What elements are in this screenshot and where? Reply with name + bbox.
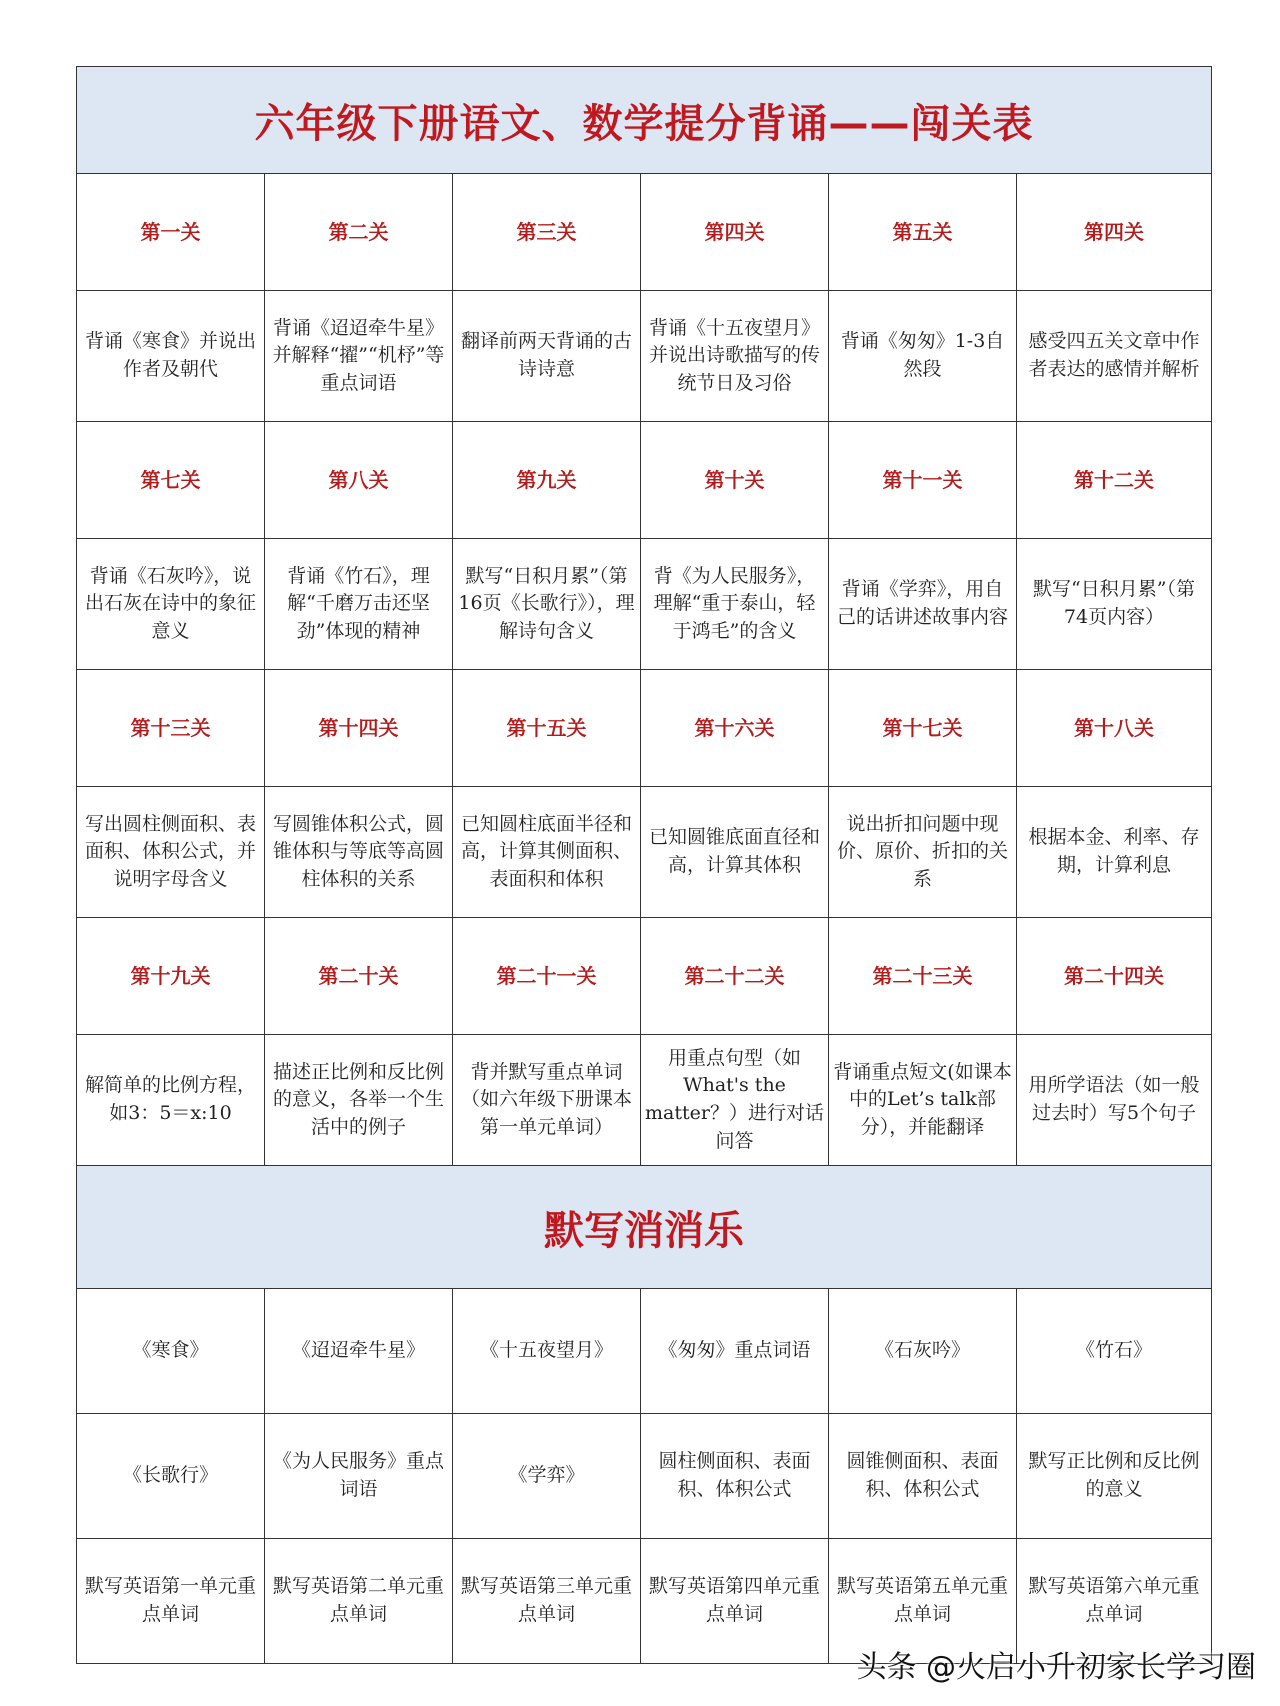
level-name: 第十二关: [1074, 467, 1154, 492]
dictation-row: [77, 1414, 1211, 1539]
level-name: 第二十二关: [684, 963, 785, 988]
watermark: 头条 @火启小升初家长学习圈: [856, 1650, 1256, 1685]
dictation-item: 《十五夜望月》: [453, 1289, 641, 1413]
level-name: 第七关: [140, 467, 201, 492]
page-title: 六年级下册语文、数学提分背诵——闯关表: [254, 100, 1034, 147]
level-name: 第二十四关: [1064, 963, 1164, 988]
level-task-row: [77, 539, 1211, 670]
level-name: 第五关: [892, 219, 953, 244]
level-task: 根据本金、利率、存期，计算利息: [1028, 826, 1200, 876]
level-name-row: [77, 670, 1211, 787]
level-name: 第十八关: [1074, 715, 1154, 740]
level-task: 背诵《匆匆》1-3自然段: [829, 291, 1017, 421]
level-name-cell: [453, 174, 641, 290]
level-task-row: [77, 291, 1211, 422]
level-name-cell: [1017, 422, 1211, 538]
level-task: 解简单的比例方程，如3：5＝x:10: [77, 1035, 265, 1165]
level-task: 背诵《迢迢牵牛星》并解释“擢”“机杼”等重点词语: [265, 291, 453, 421]
level-task: 默写“日积月累”（第74页内容）: [1033, 578, 1195, 628]
level-name-cell: [829, 174, 1017, 290]
dictation-item: 默写英语第一单元重点单词: [77, 1539, 265, 1663]
level-name: 第一关: [140, 219, 201, 244]
level-name-row: [77, 422, 1211, 539]
level-name-cell: [641, 918, 829, 1034]
dictation-item: 圆柱侧面积、表面积、体积公式: [641, 1414, 829, 1538]
level-name: 第九关: [516, 467, 577, 492]
level-task: 默写“日积月累”（第16页《长歌行》），理解诗句含义: [453, 539, 641, 669]
level-task: 背诵重点短文(如课本中的Let’s talk部分），并能翻译: [829, 1035, 1017, 1165]
level-name: 第二十关: [318, 963, 399, 988]
level-name-cell: [829, 918, 1017, 1034]
level-task-row: [77, 787, 1211, 918]
level-task: 已知圆锥底面直径和高，计算其体积: [641, 787, 829, 917]
dictation-item: 《匆匆》重点词语: [641, 1289, 829, 1413]
level-name: 第二十一关: [496, 963, 597, 988]
level-name-cell: [829, 422, 1017, 538]
dictation-item: 《长歌行》: [77, 1414, 265, 1538]
level-name: 第三关: [516, 219, 577, 244]
title-band: [77, 67, 1211, 174]
level-name: 第八关: [328, 467, 389, 492]
level-task: 已知圆柱底面半径和高，计算其侧面积、表面积和体积: [453, 787, 641, 917]
level-name-cell: [265, 422, 453, 538]
level-task: 背诵《学弈》，用自己的话讲述故事内容: [829, 539, 1017, 669]
level-name-cell: [77, 670, 265, 786]
dictation-row: [77, 1289, 1211, 1414]
level-task: 描述正比例和反比例的意义，各举一个生活中的例子: [265, 1035, 453, 1165]
level-name-cell: [453, 422, 641, 538]
level-task: 背诵《寒食》并说出作者及朝代: [77, 291, 265, 421]
level-task: 用重点句型（如What's the matter？）进行对话问答: [641, 1035, 829, 1165]
level-task: 背诵《竹石》，理解“千磨万击还坚劲”体现的精神: [265, 539, 453, 669]
level-name-cell: [265, 918, 453, 1034]
dictation-item: 默写英语第三单元重点单词: [453, 1539, 641, 1663]
level-name-cell: [829, 670, 1017, 786]
level-task: 写圆锥体积公式，圆锥体积与等底等高圆柱体积的关系: [265, 787, 453, 917]
dictation-item: 《为人民服务》重点词语: [265, 1414, 453, 1538]
level-name: 第十关: [704, 467, 765, 492]
level-name: 第十一关: [882, 467, 963, 492]
level-name: 第十七关: [882, 715, 963, 740]
dictation-item: 默写正比例和反比例的意义: [1028, 1450, 1200, 1500]
level-name-row: [77, 174, 1211, 291]
level-name-cell: [641, 174, 829, 290]
level-task: 翻译前两天背诵的古诗诗意: [453, 291, 641, 421]
level-name-row: [77, 918, 1211, 1035]
level-name-cell: [77, 422, 265, 538]
level-task: 背诵《十五夜望月》并说出诗歌描写的传统节日及习俗: [641, 291, 829, 421]
level-name-cell: [453, 918, 641, 1034]
dictation-item: 默写英语第四单元重点单词: [641, 1539, 829, 1663]
dictation-item: 默写英语第六单元重点单词: [1028, 1575, 1200, 1625]
level-name-cell: [265, 670, 453, 786]
level-task: 用所学语法（如一般过去时）写5个句子: [1028, 1074, 1200, 1124]
dictation-item: 《石灰吟》: [829, 1289, 1017, 1413]
dictation-item: 圆锥侧面积、表面积、体积公式: [829, 1414, 1017, 1538]
level-name-cell: [265, 174, 453, 290]
challenge-table: [76, 66, 1212, 1664]
level-task: 写出圆柱侧面积、表面积、体积公式，并说明字母含义: [77, 787, 265, 917]
level-task: 感受四五关文章中作者表达的感情并解析: [1028, 330, 1200, 380]
level-name: 第十六关: [694, 715, 775, 740]
dictation-title: 默写消消乐: [544, 1207, 744, 1254]
level-name-cell: [1017, 670, 1211, 786]
dictation-item: 《寒食》: [77, 1289, 265, 1413]
level-task: 背并默写重点单词（如六年级下册课本第一单元单词）: [453, 1035, 641, 1165]
level-task: 说出折扣问题中现价、原价、折扣的关系: [829, 787, 1017, 917]
dictation-item: 《迢迢牵牛星》: [265, 1289, 453, 1413]
dictation-band: [77, 1166, 1211, 1289]
dictation-item: 默写英语第五单元重点单词: [829, 1539, 1017, 1663]
dictation-item: 《学弈》: [453, 1414, 641, 1538]
level-name: 第十三关: [130, 715, 211, 740]
level-task: 背《为人民服务》，理解“重于泰山，轻于鸿毛”的含义: [641, 539, 829, 669]
level-name-cell: [1017, 918, 1211, 1034]
level-name: 第二十三关: [872, 963, 973, 988]
dictation-item: 默写英语第二单元重点单词: [265, 1539, 453, 1663]
level-name: 第四关: [1084, 219, 1144, 244]
level-name-cell: [641, 422, 829, 538]
level-name: 第十四关: [318, 715, 399, 740]
level-name-cell: [77, 918, 265, 1034]
level-name: 第四关: [704, 219, 765, 244]
level-name: 第十五关: [506, 715, 587, 740]
level-name: 第二关: [328, 219, 389, 244]
level-task-row: [77, 1035, 1211, 1166]
level-name-cell: [77, 174, 265, 290]
dictation-item: 《竹石》: [1075, 1339, 1152, 1362]
level-task: 背诵《石灰吟》，说出石灰在诗中的象征意义: [77, 539, 265, 669]
level-name-cell: [453, 670, 641, 786]
level-name-cell: [1017, 174, 1211, 290]
level-name-cell: [641, 670, 829, 786]
level-name: 第十九关: [130, 963, 211, 988]
